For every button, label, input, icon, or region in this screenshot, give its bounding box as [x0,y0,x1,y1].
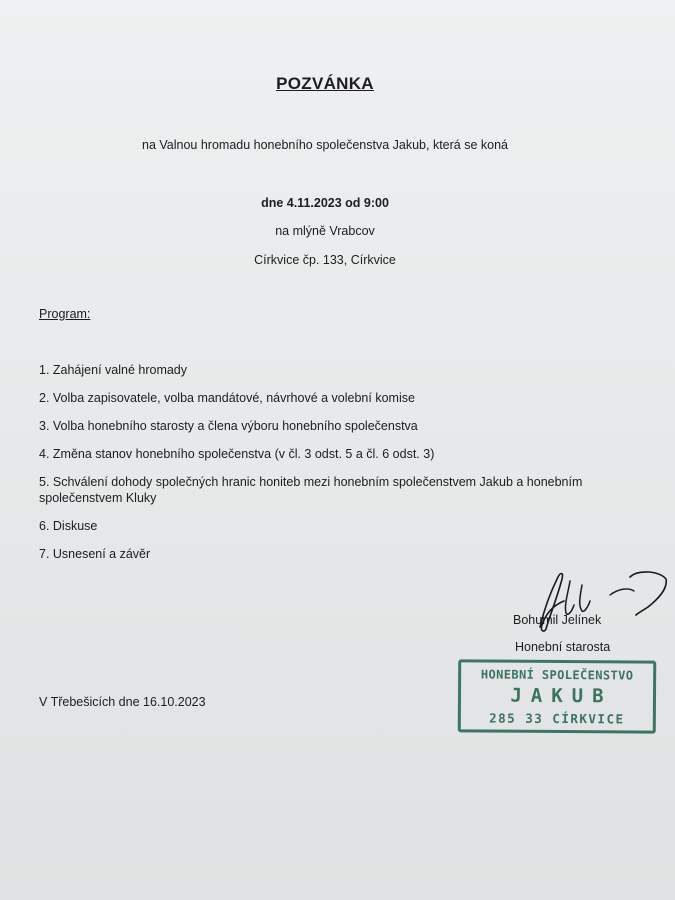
place-and-date: V Třebešicích dne 16.10.2023 [39,695,206,709]
agenda-item: 3. Volba honebního starosty a člena výboru honebního společenstva [39,419,418,433]
agenda-list [39,362,619,574]
agenda-item: 7. Usnesení a závěr [39,547,151,561]
meeting-address: Církvice čp. 133, Církvice [254,253,396,267]
agenda-item: 4. Změna stanov honebního společenstva (v čl. 3 odst. 5 a čl. 6 odst. 3) [39,447,435,461]
signer-role: Honební starosta [515,640,611,654]
stamp-organization: HONEBNÍ SPOLEČENSTVO [480,667,634,683]
invitation-intro: na Valnou hromadu honebního společenstva Jakub, která se koná [142,138,508,152]
meeting-date-time: dne 4.11.2023 od 9:00 [261,196,389,210]
agenda-item: 5. Schválení dohody společných hranic honiteb mezi honebním společenstvem Jakub a honebním společenstvem Kluky [39,475,583,505]
document-title: POZVÁNKA [276,74,374,93]
agenda-item: 2. Volba zapisovatele, volba mandátové, návrhové a volební komise [39,391,415,405]
official-stamp [458,659,657,733]
stamp-address: 285 33 CÍRKVICE [489,710,625,727]
signer-name: Bohumil Jelínek [513,613,602,627]
meeting-venue: na mlýně Vrabcov [275,224,375,238]
agenda-item: 6. Diskuse [39,519,98,533]
stamp-name: JAKUB [510,684,613,708]
program-heading: Program: [39,307,91,321]
agenda-item: 1. Zahájení valné hromady [39,363,188,377]
